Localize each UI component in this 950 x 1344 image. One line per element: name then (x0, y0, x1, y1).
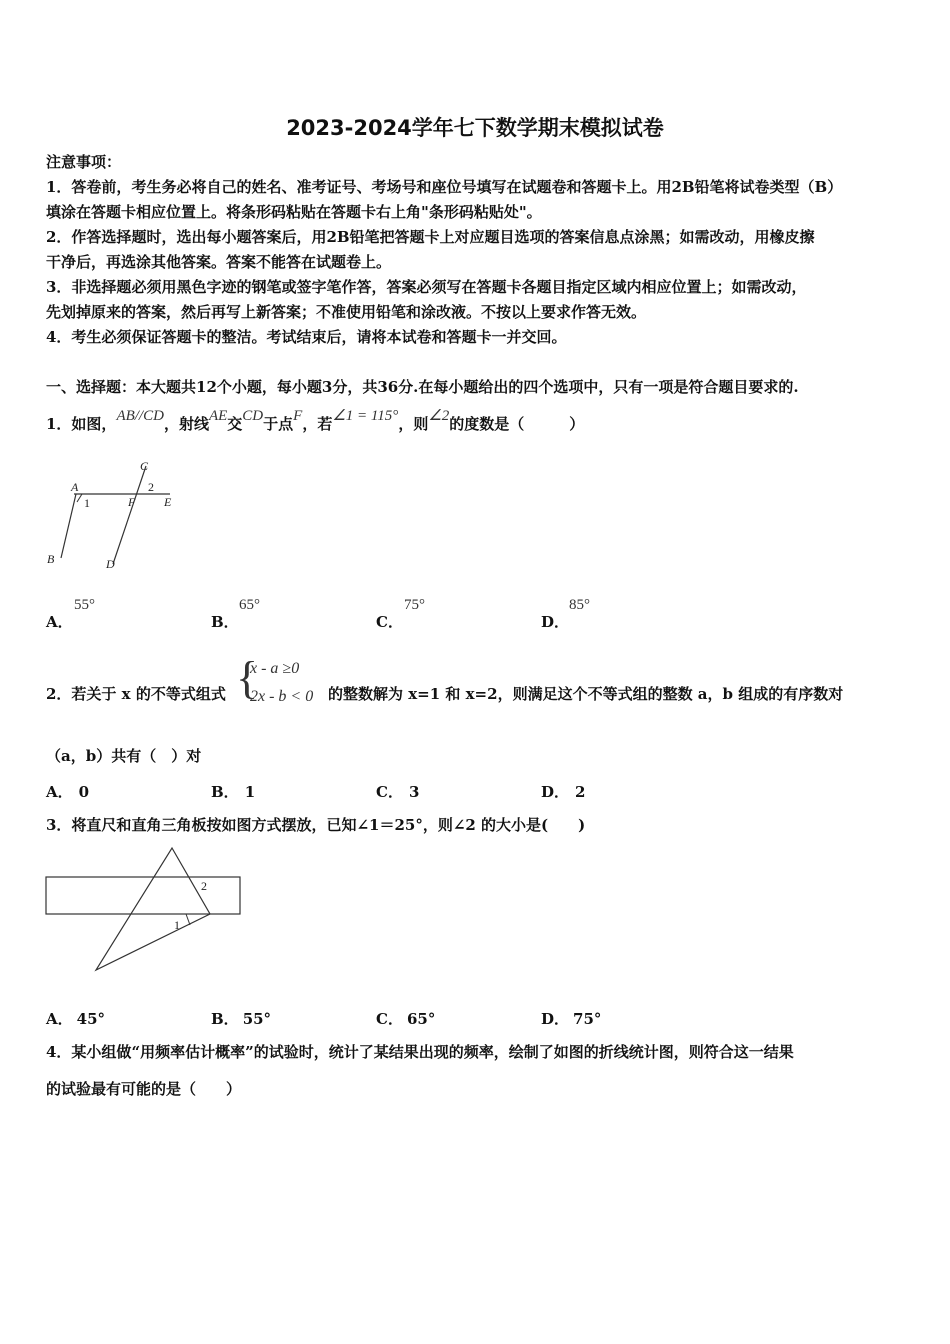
label-d: D (106, 557, 115, 571)
q2-text-end: 的整数解为 x=1 和 x=2，则满足这个不等式组的整数 a，b 组成的有序数对 (328, 685, 844, 703)
q1-text: 的度数是（ ） (449, 415, 585, 433)
q1-text: 交 (227, 415, 243, 433)
option-value: 65° (406, 1010, 436, 1028)
q1-math: ∠2 (428, 408, 450, 424)
option-value: 0 (78, 783, 90, 801)
inequality-1: x - a ≥0 (250, 660, 300, 677)
q1-text: ，若 (302, 415, 333, 433)
q1-text: 1．如图， (46, 415, 117, 433)
q3-option-d[interactable] (541, 1008, 601, 1029)
q1-option-b-value: 65° (239, 597, 260, 613)
option-label: B． (211, 783, 239, 801)
option-value: 45° (76, 1010, 106, 1028)
notice-line: 2．作答选择题时，选出每小题答案后，用2B铅笔把答题卡上对应题目选项的答案信息点涂黑；如需改动，用橡皮擦 (46, 228, 815, 246)
angle-2-label: 2 (201, 879, 207, 893)
triangle (96, 848, 210, 970)
option-label: B． (211, 1010, 239, 1028)
option-label: D． (541, 613, 570, 631)
q1-option-d[interactable] (541, 611, 569, 632)
q3-option-b[interactable] (211, 1008, 271, 1029)
angle-1-label: 1 (84, 496, 90, 510)
angle-1-label: 1 (174, 918, 180, 932)
notice-line: 先划掉原来的答案，然后再写上新答案；不准使用铅笔和涂改液。不按以上要求作答无效。 (46, 303, 647, 321)
q2-option-d[interactable] (541, 781, 585, 802)
option-label: D． (541, 783, 570, 801)
q1-option-c[interactable] (376, 611, 403, 632)
label-c: C (140, 459, 149, 473)
q1-option-a[interactable] (46, 611, 73, 632)
system-brace: { (236, 652, 259, 703)
option-value: 75° (573, 1010, 602, 1028)
q1-text: ，射线 (163, 415, 209, 433)
notice-heading: 注意事项： (46, 153, 122, 171)
q4-line1: 4．某小组做“用频率估计概率”的试验时，统计了某结果出现的频率，绘制了如图的折线统计图，则符合这一结果 (46, 1043, 794, 1061)
option-label: B． (211, 613, 239, 631)
option-value: 55° (242, 1010, 272, 1028)
question-1-stem (46, 408, 585, 434)
q1-option-d-value: 85° (569, 597, 590, 613)
label-f: F (128, 495, 136, 509)
notice-line: 1．答卷前，考生务必将自己的姓名、准考证号、考场号和座位号填写在试题卷和答题卡上。用2B铅笔将试卷类型（B） (46, 178, 843, 196)
option-label: A． (46, 613, 73, 631)
option-label: C． (376, 783, 403, 801)
q1-figure (40, 458, 190, 573)
notice-line: 填涂在答题卡相应位置上。将条形码粘贴在答题卡右上角"条形码粘贴处"。 (46, 203, 542, 221)
q1-math: AE (208, 408, 228, 424)
q2-option-b[interactable] (211, 781, 255, 802)
q1-math: F (293, 408, 303, 424)
label-b: B (47, 552, 55, 566)
q3-option-a[interactable] (46, 1008, 105, 1029)
q2-option-a[interactable] (46, 781, 89, 802)
q2-option-c[interactable] (376, 781, 419, 802)
q1-option-a-value: 55° (74, 597, 95, 613)
q1-math: CD (242, 408, 264, 424)
option-label: A． (46, 1010, 73, 1028)
q2-text-line2: （a，b）共有（ ）对 (46, 747, 202, 765)
notice-line: 3．非选择题必须用黑色字迹的钢笔或签字笔作答，答案必须写在答题卡各题目指定区域内相应位置上；如需改动， (46, 278, 807, 296)
q3-option-c[interactable] (376, 1008, 435, 1029)
option-label: C． (376, 613, 403, 631)
q3-figure (40, 840, 250, 980)
option-label: C． (376, 1010, 403, 1028)
notice-line: 干净后，再选涂其他答案。答案不能答在试题卷上。 (46, 253, 392, 271)
section-heading: 一、选择题：本大题共12个小题，每小题3分，共36分.在每小题给出的四个选项中，只有一项是符合题目要求的. (46, 378, 799, 396)
q1-math: ∠1 = 115° (332, 408, 399, 424)
option-value: 2 (575, 783, 586, 801)
page-title: 2023-2024学年七下数学期末模拟试卷 (286, 116, 664, 140)
label-e: E (164, 495, 172, 509)
option-value: 1 (244, 783, 256, 801)
notice-line: 4．考生必须保证答题卡的整洁。考试结束后，请将本试卷和答题卡一并交回。 (46, 328, 567, 346)
inequality-2: 2x - b < 0 (250, 688, 314, 705)
angle-2-label: 2 (148, 480, 154, 494)
q1-text: ，则 (398, 415, 429, 433)
label-a: A (71, 480, 79, 494)
q2-text-start: 2．若关于 x 的不等式组式 (46, 685, 226, 703)
q1-text: 于点 (263, 415, 294, 433)
q1-option-c-value: 75° (404, 597, 425, 613)
option-label: A． (46, 783, 73, 801)
q4-line2: 的试验最有可能的是（ ） (46, 1080, 242, 1098)
option-value: 3 (408, 783, 420, 801)
q3-stem: 3．将直尺和直角三角板按如图方式摆放，已知∠1＝25°，则∠2 的大小是( ) (46, 816, 586, 834)
option-label: D． (541, 1010, 570, 1028)
q1-option-b[interactable] (211, 611, 239, 632)
q1-math: AB//CD (116, 408, 164, 424)
